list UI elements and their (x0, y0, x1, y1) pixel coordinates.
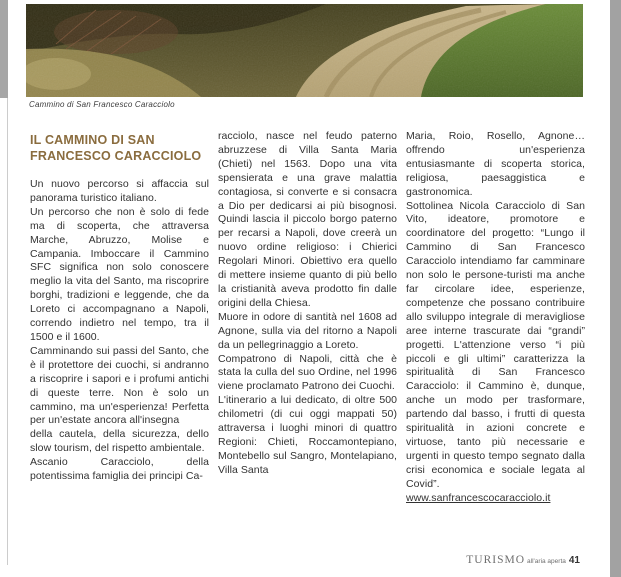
page-edge-left (0, 0, 8, 98)
magazine-tagline: all'aria aperta (527, 558, 566, 565)
text-column-3 (406, 130, 585, 505)
paragraph: Ascanio Caracciolo, della potentissima famiglia dei principi Ca- (30, 456, 209, 483)
magazine-name: TURISMO (466, 554, 526, 566)
paragraph: Muore in odore di santità nel 1608 ad Agnone, sulla via del ritorno a Napoli da un pellegrinaggio a Loreto. (218, 310, 397, 351)
paragraph: Maria, Roio, Rosello, Agnone… offrendo un'esperienza entusiasmante di scoperta storica, religiosa, paesaggistica e gastronomica. (406, 130, 585, 198)
paragraph: Compatrono di Napoli, città che è stata la culla del suo Ordine, nel 1996 viene proclamato Patrono dei Cuochi. (218, 352, 397, 393)
text-column-1 (30, 178, 209, 484)
article-website-link[interactable]: www.sanfrancescocaracciolo.it (406, 491, 551, 504)
article-title (30, 133, 240, 164)
paragraph: Camminando sui passi del Santo, che è il protettore dei cuochi, si andranno a riscoprire i sapori e i profumi antichi di queste terre. Non è solo un cammino, ma un'esperienza! Perfetta per un'estate ancora all'insegna (30, 344, 209, 427)
article-title-line: IL CAMMINO DI SAN (30, 133, 155, 147)
page-footer (466, 550, 580, 568)
paragraph: L'itinerario a lui dedicato, di oltre 500 chilometri (di cui oggi mappati 50) attraversa i luoghi minori di quattro Regioni: Chieti, Roccamontepiano, Montebello sul Sangro, Montelapiano, Villa Santa (218, 394, 397, 476)
paragraph: racciolo, nasce nel feudo paterno abruzzese di Villa Santa Maria (Chieti) nel 1563. Dopo una vita spensierata e una grave malattia contagiosa, si converte e si consacra a Dio per dedicarsi ai più bisognosi. Quindi lascia il piccolo borgo paterno per recarsi a Napoli, dove creerà un nuovo ordine religioso: i Chierici Regolari Minori. Obiettivo era quello di mettere insieme quanto di più bello la cristianità aveva prodotto fin dalle origini della Chiesa. (218, 130, 397, 309)
dirt-road-illustration (26, 4, 583, 97)
page-edge-right (610, 0, 621, 577)
photo-grain-texture (26, 4, 583, 97)
paragraph: della cautela, della sicurezza, dello slow tourism, del rispetto ambientale. (30, 428, 209, 455)
photo-caption: Cammino di San Francesco Caracciolo (29, 100, 175, 109)
page-fold-line (7, 98, 8, 565)
page-number: 41 (568, 555, 580, 566)
paragraph: Un percorso che non è solo di fede ma di scoperta, che attraversa Marche, Abruzzo, Molise e Campania. Imboccare il Cammino SFC significa non solo conoscere meglio la vita del Santo, ma riscoprire borghi, tradizioni e leggende, che da Loreto ci accompagnano a Napoli, correndo indietro nel tempo, tra il 1500 e il 1600. (30, 205, 209, 343)
article-title-line: FRANCESCO CARACCIOLO (30, 148, 202, 163)
text-column-2 (218, 130, 397, 478)
article-photo (26, 4, 583, 97)
column-paragraphs (406, 130, 585, 492)
paragraph: Sottolinea Nicola Caracciolo di San Vito, ideatore, promotore e coordinatore del progetto: “Lungo il Cammino di San Francesco Caracciolo intendiamo far camminare non solo le persone-turisti ma anche far circolare idee, esperienze, competenze che possano contribuire allo sviluppo integrale di meravigliose aree interne trascurate dai “grandi” progetti. L'attenzione verso “i più piccoli e gli ultimi” caratterizza la spiritualità di San Francesco Caracciolo: il Cammino è, dunque, anche un modo per trasformare, partendo dal basso, i frutti di questa spiritualità in azioni concrete e virtuose, tanto più necessarie e urgenti in questo tempo segnato dalla crisi economica e sociale legata al Covid”. (406, 199, 585, 490)
paragraph: Un nuovo percorso si affaccia sul panorama turistico italiano. (30, 178, 209, 204)
